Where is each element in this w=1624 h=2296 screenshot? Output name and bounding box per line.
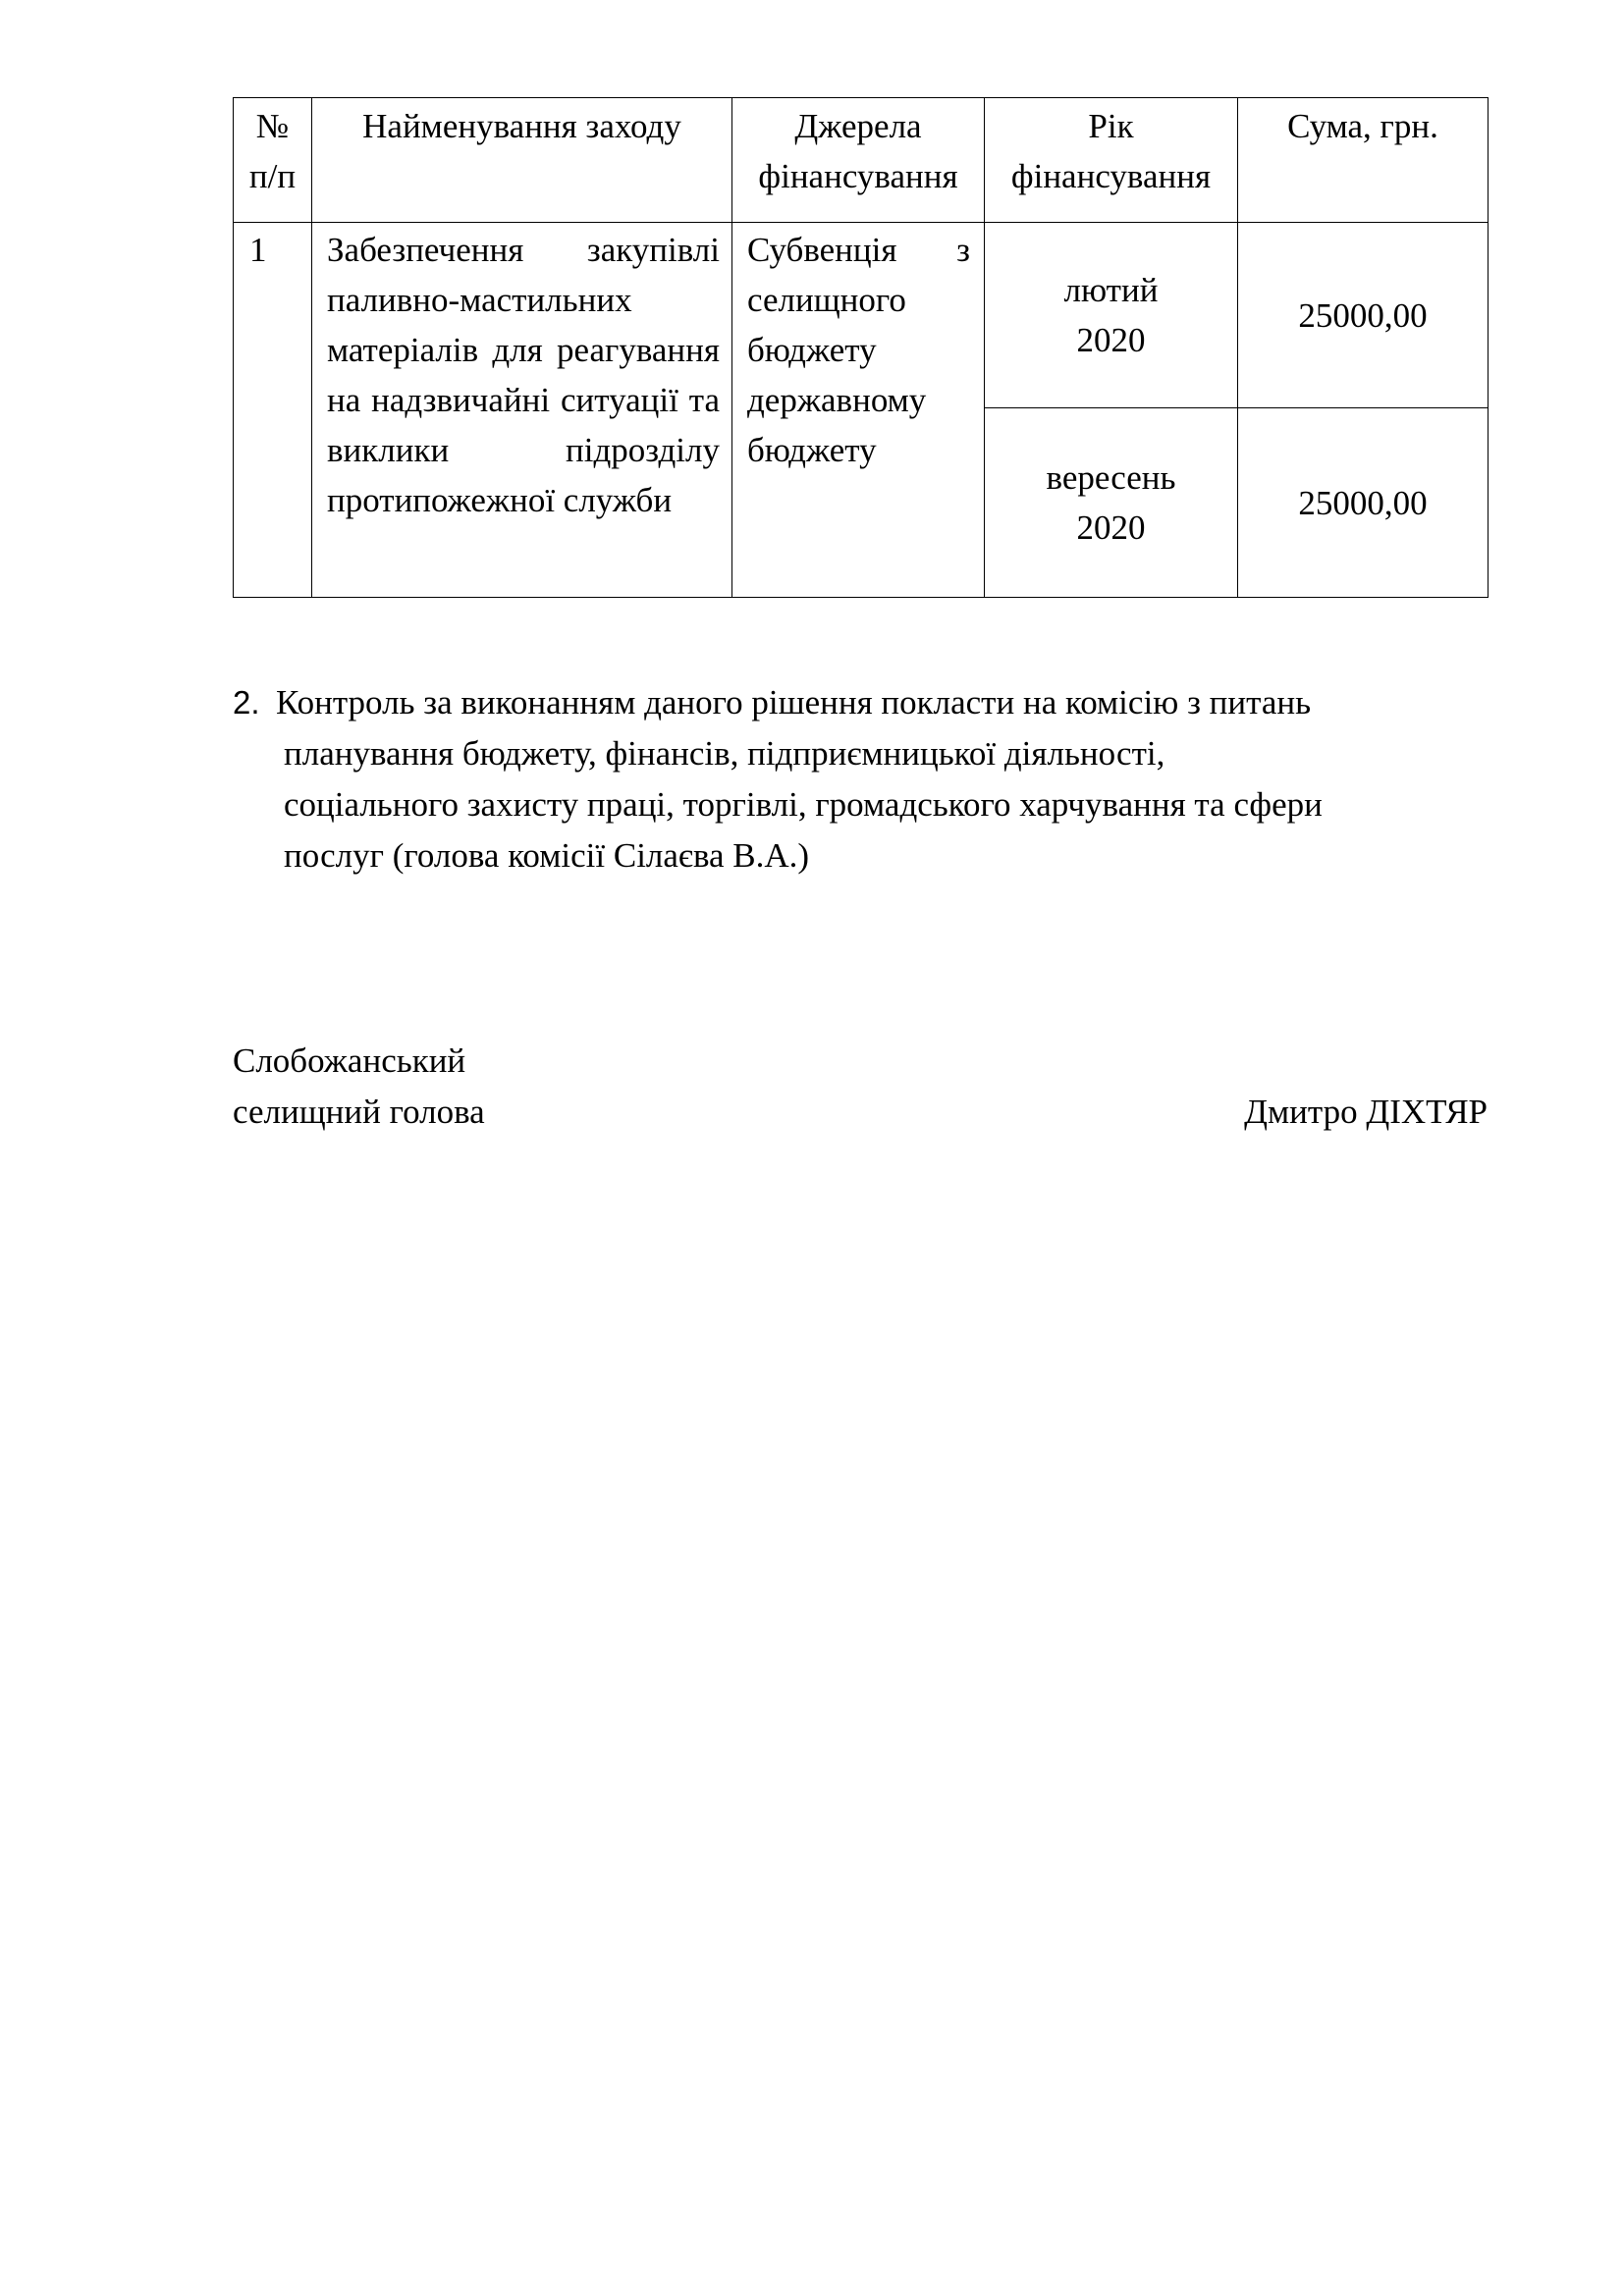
paragraph-2-number: 2.: [233, 684, 260, 721]
paragraph-2-line-3: соціального захисту праці, торгівлі, громадського харчування та сфери: [284, 785, 1323, 824]
header-year-line2: фінансування: [1010, 157, 1212, 195]
header-year: [985, 98, 1238, 223]
header-year-line1: Рік: [1088, 107, 1134, 145]
header-sum-text: Сума, грн.: [1287, 107, 1438, 145]
signature-name: Дмитро ДІХТЯР: [1244, 1093, 1488, 1131]
header-source-line2: фінансування: [758, 157, 958, 195]
table-header-row: [234, 98, 1489, 223]
table-row: [234, 223, 1489, 408]
financing-table: [233, 97, 1489, 598]
period-1-sum: 25000,00: [1238, 223, 1489, 408]
period-2-year-text: 2020: [1076, 508, 1146, 547]
period-1-year-text: 2020: [1076, 321, 1146, 359]
row-number: 1: [234, 223, 312, 598]
header-sum: [1238, 98, 1489, 223]
paragraph-2-line-4: послуг (голова комісії Сілаєва В.А.): [284, 836, 810, 875]
signature-position-line-2: селищний голова: [233, 1093, 485, 1131]
header-source: [732, 98, 985, 223]
signature-position: [233, 1036, 485, 1138]
paragraph-2-line-1: [233, 677, 1499, 728]
paragraph-2: [233, 677, 1499, 881]
signature-position-line-1: Слобожанський: [233, 1041, 466, 1080]
paragraph-2-text-1: Контроль за виконанням даного рішення покласти на комісію з питань: [276, 683, 1312, 721]
header-no-line2: п/п: [248, 157, 297, 195]
header-name: [312, 98, 732, 223]
header-source-line1: Джерела: [794, 107, 922, 145]
header-no: [234, 98, 312, 223]
header-name-text: Найменування заходу: [362, 107, 681, 145]
period-2-year: [985, 408, 1238, 598]
header-no-line1: №: [255, 107, 290, 145]
period-1-year: [985, 223, 1238, 408]
period-2-month-text: вересень: [1046, 458, 1176, 497]
period-2-sum: 25000,00: [1238, 408, 1489, 598]
row-measure-name: Забезпечення закупівлі паливно-мастильних матеріалів для реагування на надзвичайні ситуації та виклики підрозділу протипожежної служби: [312, 223, 732, 598]
row-funding-source: Субвенція з селищного бюджету державному бюджету: [732, 223, 985, 598]
period-1-month-text: лютий: [1063, 271, 1159, 309]
paragraph-2-line-2: планування бюджету, фінансів, підприємницької діяльності,: [284, 734, 1165, 773]
